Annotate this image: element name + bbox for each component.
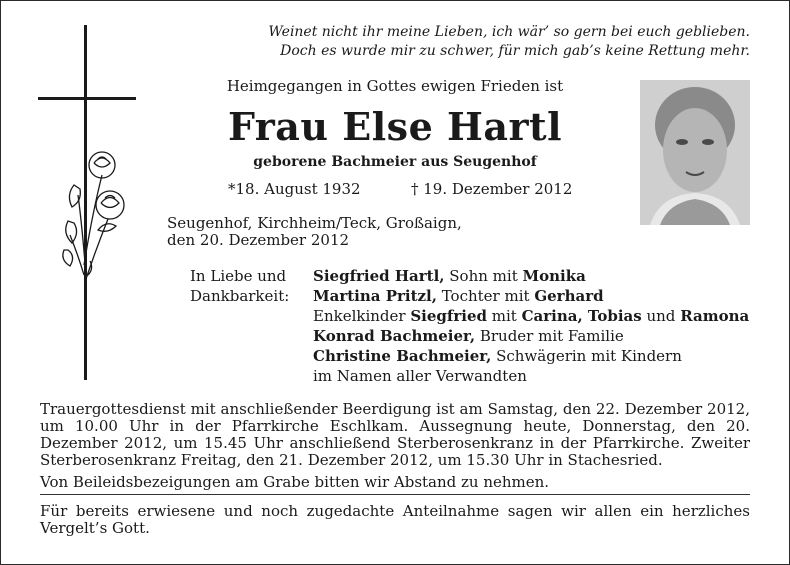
service-text: Trauergottesdienst mit anschließender Beerdigung ist am Samstag, den 22. Dezember 2012, um 10.00 Uhr in der Pfarrkirche Eschlkam. Aussegnung heute, Donnerstag, den 20. Dezember 2012, um 15.45 Uhr anschließend Sterberosenkranz in der Pfarrkirche. Zweiter Sterberosenkranz Freitag, den 21. Dezember 2012, um 15.30 Uhr in Stachesried. [40, 400, 750, 469]
mourner-row-segment: Ramona [680, 307, 750, 325]
cross-with-roses-icon [38, 25, 148, 385]
mourner-row-segment: Christine Bachmeier, [313, 347, 492, 365]
mourner-row-segment: Siegfried [410, 307, 487, 325]
thanks-text: Für bereits erwiesene und noch zugedachte Anteilnahme sagen wir allen ein herzliches Vergelt’s Gott. [40, 502, 750, 537]
mourner-row-segment: im Namen aller Verwandten [313, 367, 527, 385]
mourner-row-segment: Martina Pritzl, [313, 287, 437, 305]
location-date: den 20. Dezember 2012 [167, 231, 350, 249]
divider [40, 494, 750, 495]
mourner-row-segment: Konrad Bachmeier, [313, 327, 476, 345]
mourner-row [313, 266, 586, 286]
condolence-text: Von Beileidsbezeigungen am Grabe bitten wir Abstand zu nehmen. [40, 473, 550, 491]
mourner-row [313, 306, 749, 326]
motto-line-2: Doch es wurde mir zu schwer, für mich gab’s keine Rettung mehr. [280, 43, 750, 59]
mourner-row-segment: Carina, Tobias [521, 307, 642, 325]
mourner-row-segment: Sohn mit [444, 267, 523, 285]
mourner-row-segment: mit [487, 307, 522, 325]
mourners-label-1: In Liebe und [190, 267, 287, 285]
mourner-row-segment: Gerhard [534, 287, 604, 305]
mourners-label-2: Dankbarkeit: [190, 287, 290, 305]
motto-line-1: Weinet nicht ihr meine Lieben, ich wär’ so gern bei euch geblieben. [268, 24, 750, 40]
death-date: † 19. Dezember 2012 [411, 180, 573, 198]
mourner-row-segment: Tochter mit [436, 287, 535, 305]
portrait-photo [640, 80, 750, 225]
intro-text: Heimgegangen in Gottes ewigen Frieden ist [226, 77, 564, 95]
mourner-row-segment: Schwägerin mit Kindern [491, 347, 682, 365]
mourner-row-segment: Enkelkinder [313, 307, 411, 325]
deceased-name: Frau Else Hartl [227, 104, 563, 149]
mourner-row [313, 346, 682, 366]
mourner-row [313, 286, 604, 306]
birth-date: *18. August 1932 [228, 180, 361, 198]
born-as: geborene Bachmeier aus Seugenhof [253, 154, 537, 170]
mourner-row [313, 366, 527, 386]
mourner-row [313, 326, 624, 346]
mourner-row-segment: Bruder mit Familie [475, 327, 624, 345]
mourner-row-segment: Siegfried Hartl, [313, 267, 445, 285]
location-places: Seugenhof, Kirchheim/Teck, Großaign, [167, 214, 462, 232]
mourner-row-segment: und [641, 307, 681, 325]
mourner-row-segment: Monika [522, 267, 586, 285]
